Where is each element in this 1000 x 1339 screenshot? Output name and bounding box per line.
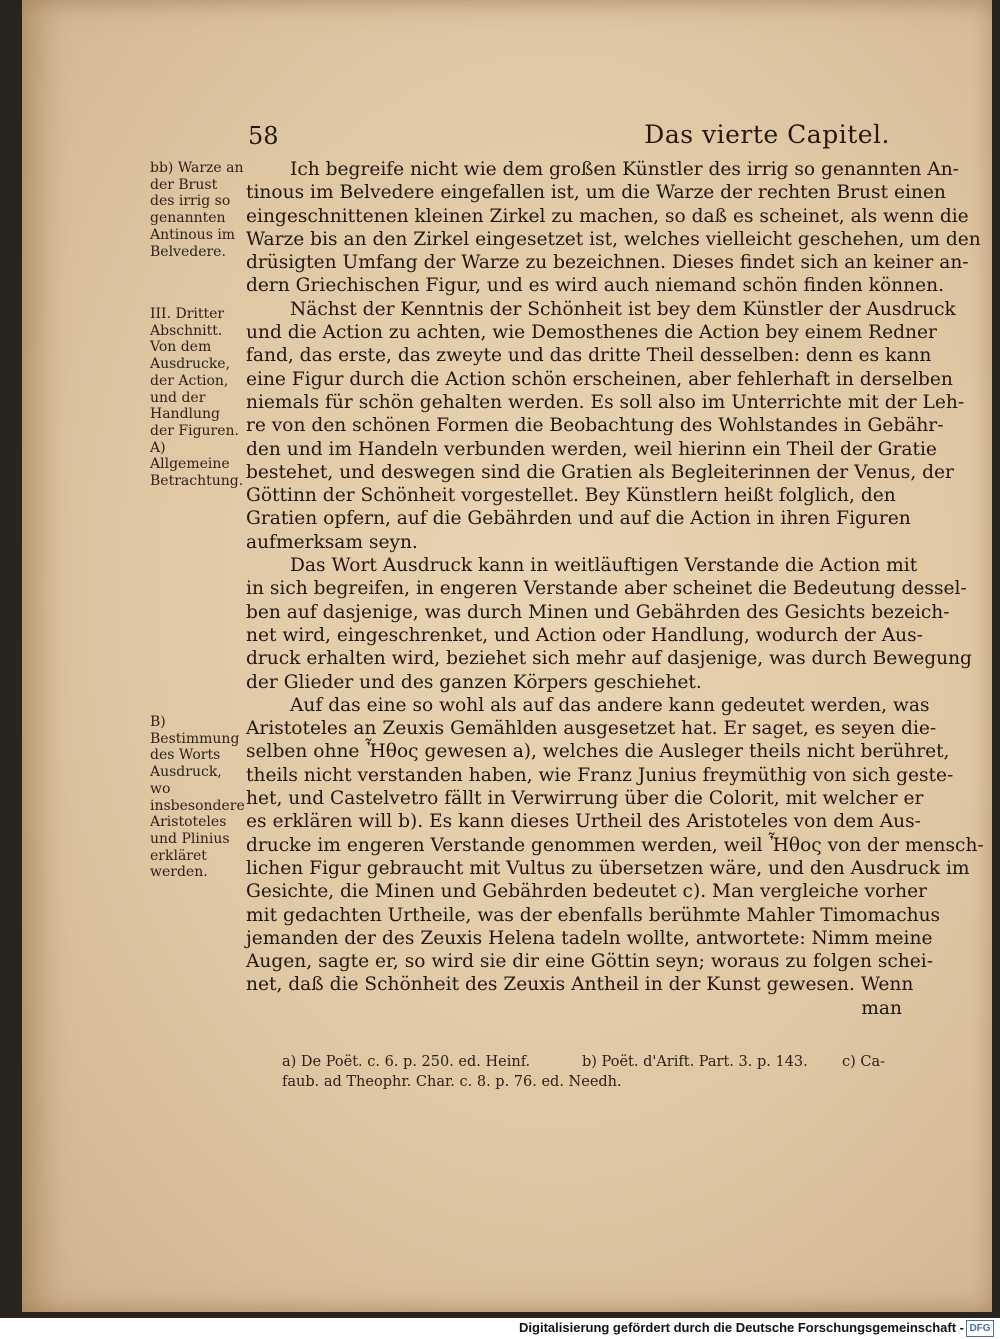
text-line: es erklären will b). Es kann dieses Urtheil des Aristoteles von dem Aus- bbox=[246, 811, 921, 833]
dfg-logo: DFG bbox=[966, 1320, 994, 1337]
text-line: jemanden der des Zeuxis Helena tadeln wollte, antwortete: Nimm meine bbox=[246, 927, 933, 949]
text-line: druck erhalten wird, beziehet sich mehr auf dasjenige, was durch Bewegung bbox=[246, 648, 972, 670]
text-line: Nächst der Kenntnis der Schönheit ist bey dem Künstler der Ausdruck bbox=[290, 298, 956, 320]
text-line: Gratien opfern, auf die Gebährden und auf die Action in ihren Figuren bbox=[246, 508, 911, 530]
text-line: tinous im Belvedere eingefallen ist, um die Warze der rechten Brust einen bbox=[246, 182, 946, 204]
text-line: selben ohne Ἦθος gewesen a), welches die Ausleger theils nicht berühret, bbox=[246, 741, 950, 763]
text-line: het, und Castelvetro fällt in Verwirrung über die Colorit, mit welcher er bbox=[246, 788, 924, 810]
footnote-c: c) Ca- bbox=[842, 1054, 886, 1070]
text-line: Aristoteles an Zeuxis Gemählden ausgesetzet hat. Er saget, es seyen die- bbox=[246, 718, 937, 740]
paragraph bbox=[246, 298, 965, 554]
text-line: net wird, eingeschrenket, und Action oder Handlung, wodurch der Aus- bbox=[246, 624, 923, 646]
page-number: 58 bbox=[248, 122, 279, 150]
text-line: aufmerksam seyn. bbox=[246, 531, 418, 553]
text-line: und die Action zu achten, wie Demosthenes die Action bey einem Redner bbox=[246, 322, 937, 344]
text-line: Göttinn der Schönheit vorgestellet. Bey Künstlern heißt folglich, den bbox=[246, 485, 896, 507]
text-line: drüsigten Umfang der Warze zu bezeichnen. Dieses findet sich an keiner an- bbox=[246, 252, 969, 274]
funding-notice: Digitalisierung gefördert durch die Deutsche Forschungsgemeinschaft - bbox=[519, 1320, 964, 1335]
text-line: net, daß die Schönheit des Zeuxis Antheil in der Kunst gewesen. Wenn bbox=[246, 974, 914, 996]
text-line: Auf das eine so wohl als auf das andere kann gedeutet werden, was bbox=[290, 694, 930, 716]
text-line: drucke im engeren Verstande genommen werden, weil Ἦθος von der mensch- bbox=[246, 834, 984, 856]
text-line: Das Wort Ausdruck kann in weitläuftigen Verstande die Action mit bbox=[290, 555, 918, 577]
footnote-a: a) De Poët. c. 6. p. 250. ed. Heinf. bbox=[282, 1054, 531, 1070]
text-line: ben auf dasjenige, was durch Minen und Gebährden des Gesichts bezeich- bbox=[246, 601, 950, 623]
text-line: eine Figur durch die Action schön erscheinen, aber fehlerhaft in derselben bbox=[246, 368, 953, 390]
text-line: Ich begreife nicht wie dem großen Künstler des irrig so genannten An- bbox=[290, 159, 959, 180]
text-line: Augen, sagte er, so wird sie dir eine Göttin seyn; woraus zu folgen schei- bbox=[246, 951, 933, 973]
text-line: den und im Handeln verbunden werden, weil hierinn ein Theil der Gratie bbox=[246, 438, 937, 460]
text-line: der Glieder und des ganzen Körpers geschiehet. bbox=[246, 671, 702, 693]
text-line: bestehet, und deswegen sind die Gratien als Begleiterinnen der Venus, der bbox=[246, 461, 954, 483]
footnote-line bbox=[282, 1052, 906, 1072]
footnotes bbox=[282, 1052, 906, 1092]
running-title: Das vierte Capitel. bbox=[644, 120, 890, 149]
paragraph bbox=[246, 554, 972, 694]
paragraph bbox=[246, 694, 984, 997]
body-text bbox=[246, 158, 984, 1020]
margin-note-third-section: III. Dritter Abschnitt. Von dem Ausdrucke, der Action, und der Handlung der Figuren. A) Allgemeine Betrachtung. bbox=[150, 306, 244, 490]
margin-note-definition: B) Bestimmung des Worts Ausdruck, wo insbesondere Aristoteles und Plinius erkläret werden. bbox=[150, 714, 245, 881]
text-line: lichen Figur gebraucht mit Vultus zu übersetzen wäre, und den Ausdruck im bbox=[246, 857, 970, 879]
footnote-continuation: faub. ad Theophr. Char. c. 8. p. 76. ed. Needh. bbox=[282, 1074, 622, 1090]
text-line: mit gedachten Urtheile, was der ebenfalls berühmte Mahler Timomachus bbox=[246, 904, 941, 926]
text-line: in sich begreifen, in engeren Verstande aber scheinet die Bedeutung dessel- bbox=[246, 578, 967, 600]
catchword: man bbox=[861, 997, 902, 1019]
text-line: fand, das erste, das zweyte und das dritte Theil desselben: denn es kann bbox=[246, 345, 932, 367]
footer-bar bbox=[0, 1318, 1000, 1339]
margin-note-antinous: bb) Warze an der Brust des irrig so genannten Antinous im Belvedere. bbox=[150, 160, 244, 260]
paragraph bbox=[246, 158, 981, 298]
text-line: eingeschnittenen kleinen Zirkel zu machen, so daß es scheinet, als wenn die bbox=[246, 205, 969, 227]
text-line: Warze bis an den Zirkel eingesetzet ist, welches vielleicht geschehen, um den bbox=[246, 228, 981, 250]
text-line: dern Griechischen Figur, und es wird auch niemand schön finden können. bbox=[246, 275, 944, 297]
text-line: niemals für schön gehalten werden. Es soll also im Unterrichte mit der Leh- bbox=[246, 391, 965, 413]
footnote-b: b) Poët. d'Arift. Part. 3. p. 143. bbox=[582, 1054, 808, 1070]
text-line: re von den schönen Formen die Beobachtung des Wohlstandes in Gebähr- bbox=[246, 415, 944, 437]
text-line: Gesichte, die Minen und Gebährden bedeutet c). Man vergleiche vorher bbox=[246, 881, 928, 903]
page-header bbox=[248, 118, 908, 154]
text-line: theils nicht verstanden haben, wie Franz Junius freymüthig von sich geste- bbox=[246, 764, 954, 786]
